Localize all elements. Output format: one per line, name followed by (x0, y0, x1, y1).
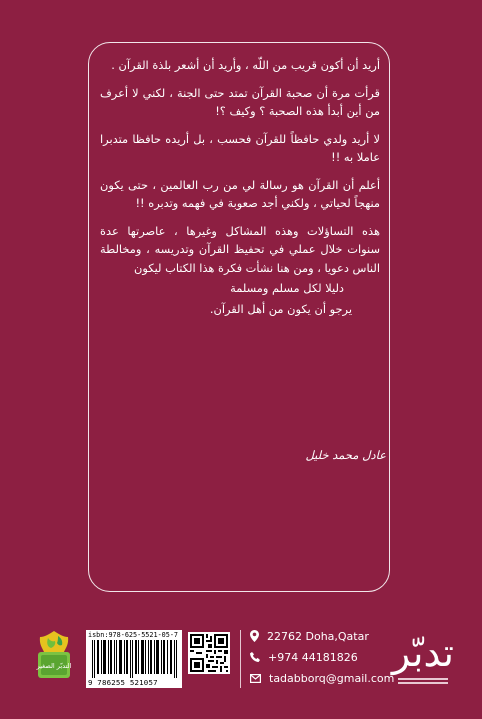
paragraph-5: هذه التساؤلات وهذه المشاكل وغيرها ، عاصرتها عدة سنوات خلال عملي في تحفيظ القرآن وتدريسه ، ومخالطة الناس دعويا ، ومن هنا نشأت فكرة هذا الكتاب ليكون (100, 223, 380, 275)
paragraph-7: يرجو أن يكون من أهل القرآن. (209, 301, 352, 316)
address-row (250, 628, 369, 644)
paragraph-1: أريد أن أكون قريب من اللّه ، وأريد أن أشعر بلذة القرآن . (111, 58, 380, 72)
address-text: 22762 Doha,Qatar (267, 629, 369, 643)
kids-logo-text: التدبّر الصغير (36, 662, 72, 670)
isbn-label: isbn:978-625-5521-05-7 (88, 631, 179, 639)
paragraph-4: أعلم أن القرآن هو رسالة لي من رب العالمين ، حتى يكون منهجاً لحياتي ، ولكني أجد صعوبة في فهمه وتدبره !! (100, 177, 380, 210)
qr-code (188, 632, 230, 674)
blurb-text (100, 56, 380, 327)
footer-divider (240, 630, 241, 688)
paragraph-3: لا أريد ولدي حافظاً للقرآن فحسب ، بل أريده حافظا متدبرا عاملا به !! (100, 131, 380, 164)
kids-imprint-logo (34, 630, 74, 682)
phone-row (250, 649, 358, 665)
phone-icon (250, 652, 260, 662)
author-signature: عادل محمد خليل (305, 448, 386, 462)
paragraph-2: قرأت مرة أن صحبة القرآن تمتد حتى الجنة ، لكني لا أعرف من أين أبدأ هذه الصحبة ؟ وكيف ؟! (100, 85, 380, 118)
publisher-logo-underline (392, 676, 454, 682)
isbn-barcode (86, 630, 182, 688)
email-row (250, 670, 394, 686)
envelope-icon (250, 674, 261, 683)
location-pin-icon (250, 630, 259, 642)
barcode (90, 640, 178, 678)
publisher-logo: تدبّر (391, 631, 454, 675)
email-text: tadabborq@gmail.com (269, 671, 395, 685)
phone-text: +974 44181826 (268, 650, 358, 664)
barcode-number: 9 786255 521057 (88, 678, 158, 687)
paragraph-6: دليلا لكل مسلم ومسلمة (230, 281, 344, 295)
